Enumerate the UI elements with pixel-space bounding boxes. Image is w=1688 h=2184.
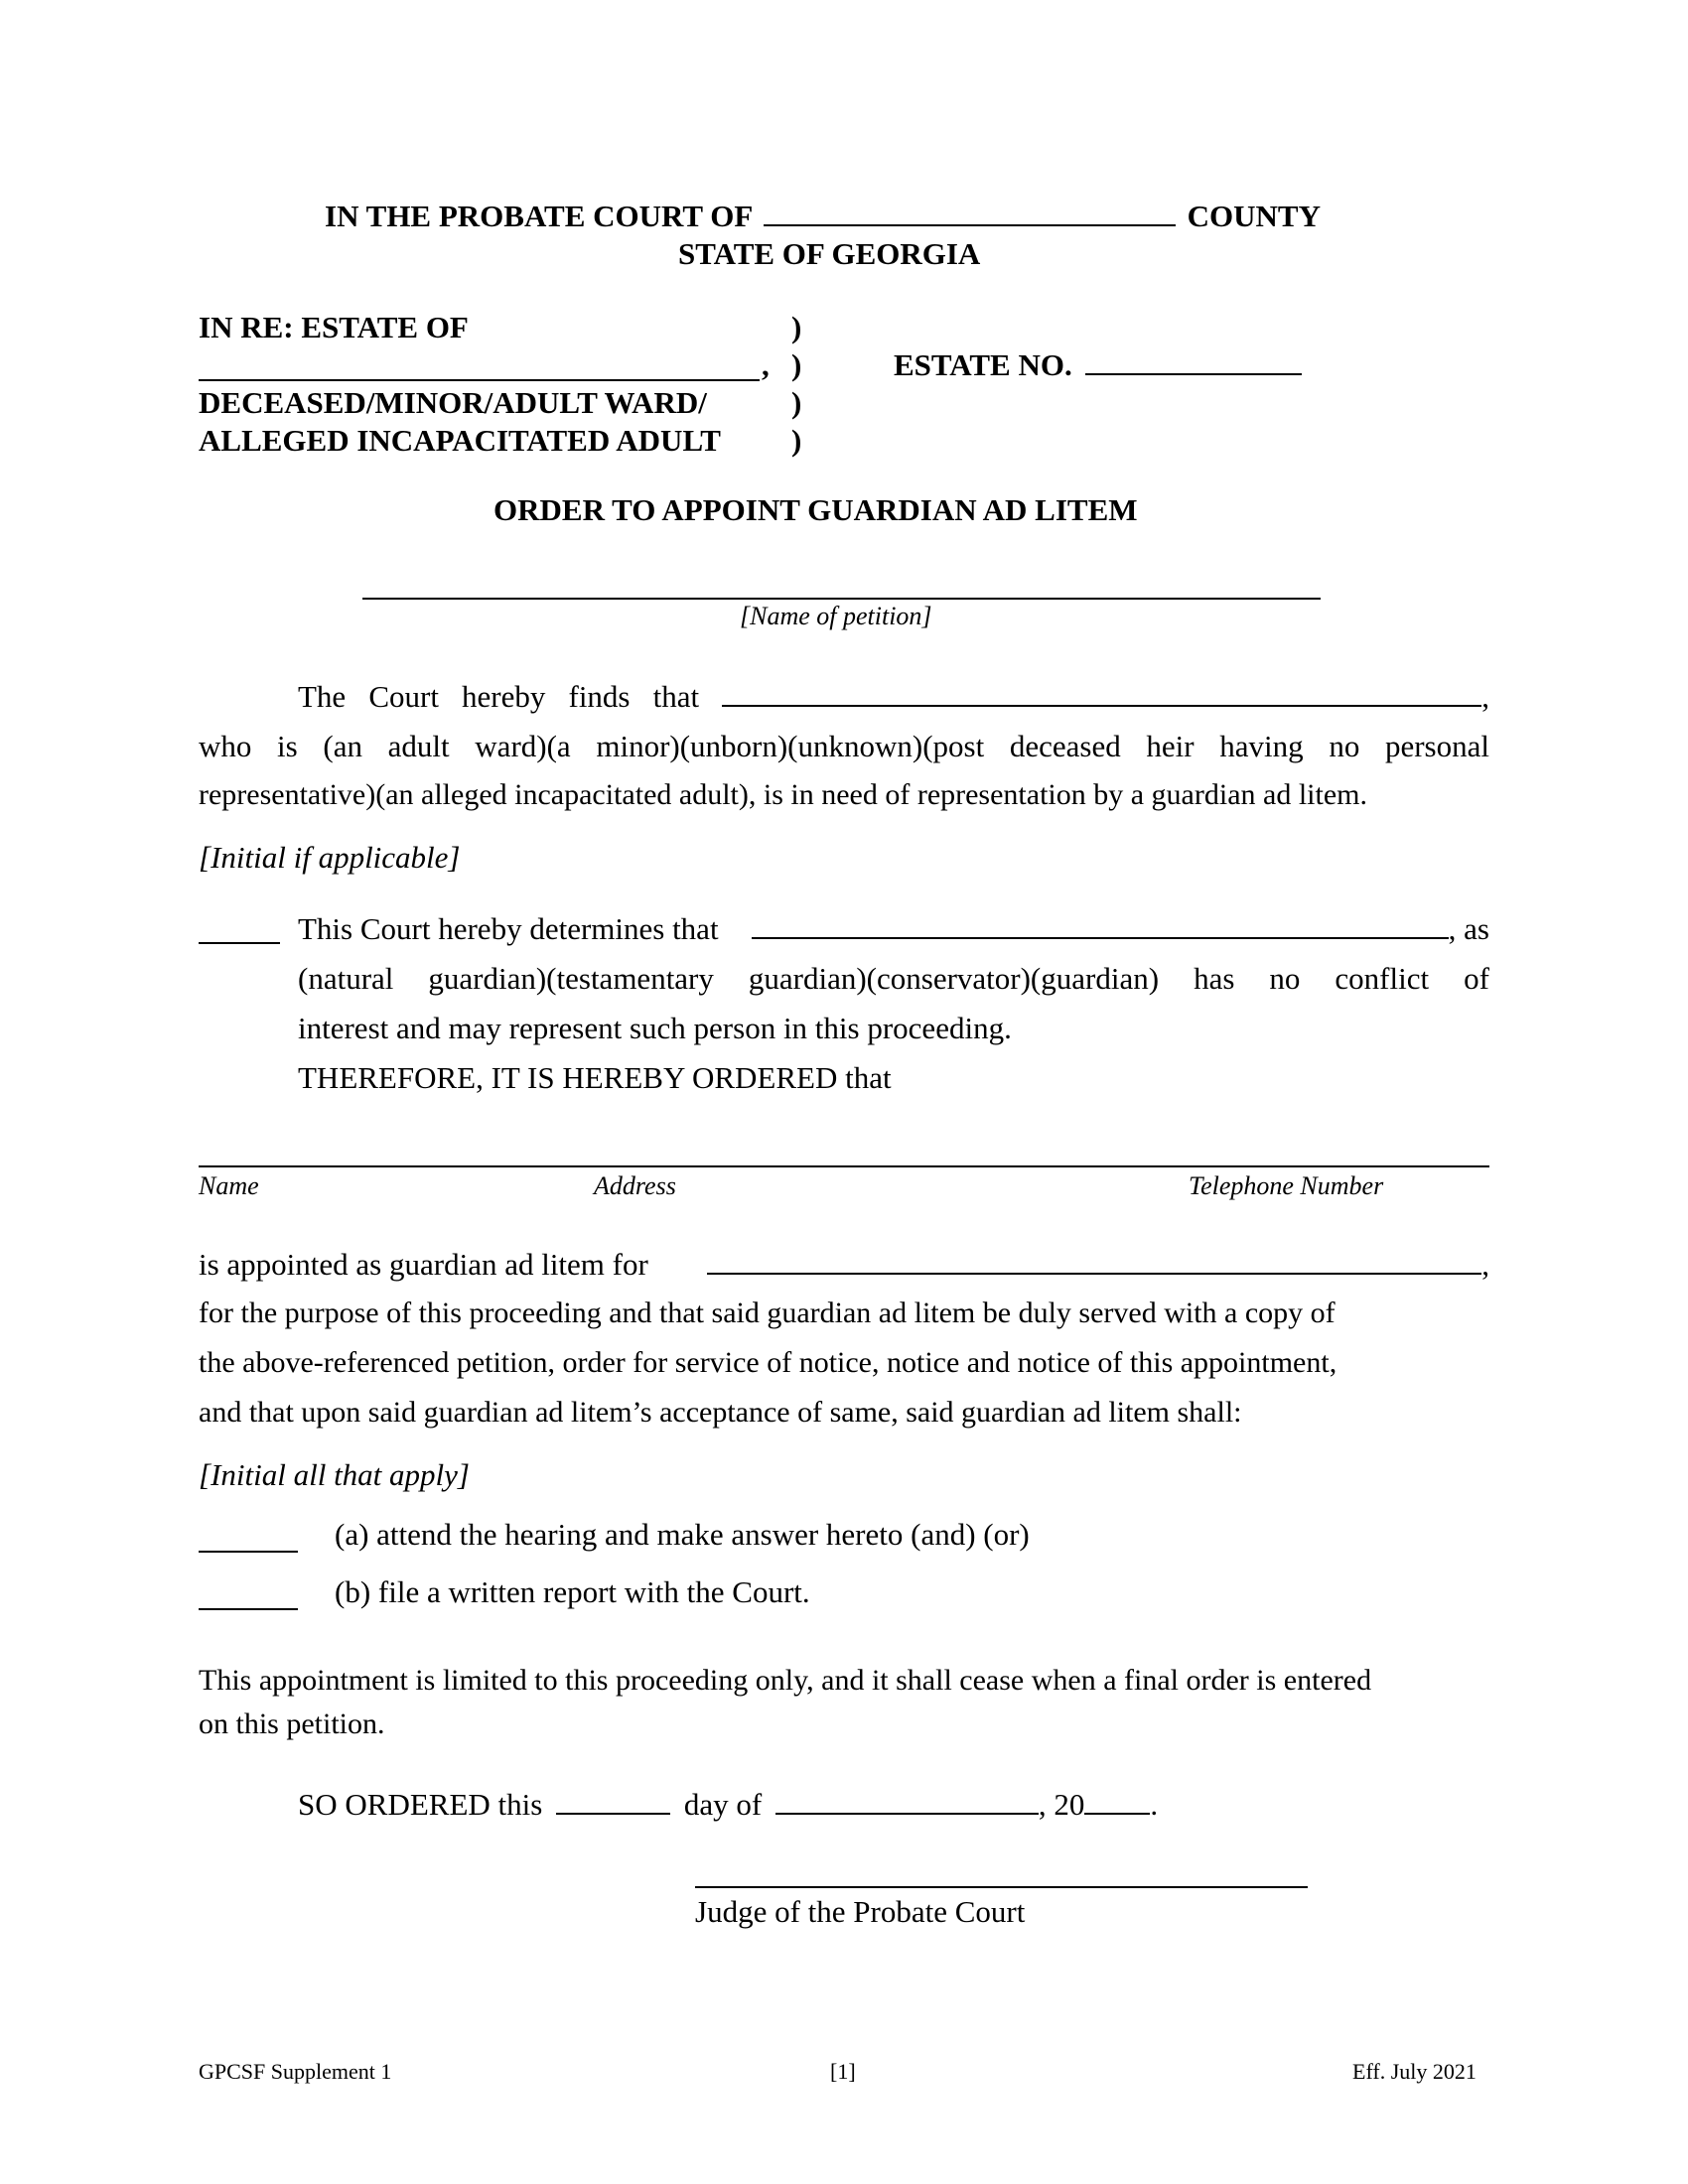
appointee-name-label: Name — [199, 1171, 259, 1200]
therefore-clause: THEREFORE, IT IS HEREBY ORDERED that — [298, 1060, 892, 1095]
estate-name-comma: , — [762, 347, 770, 382]
determination-person-blank[interactable] — [752, 911, 1449, 939]
ward-field — [707, 1247, 1489, 1283]
finding-line-3: representative)(an alleged incapacitated adult), is in need of representation by a guardian ad litem. — [199, 778, 1367, 811]
determination-word: no — [1269, 961, 1301, 996]
judge-signature-label: Judge of the Probate Court — [695, 1894, 1026, 1929]
footer-form-id: GPCSF Supplement 1 — [199, 2059, 392, 2084]
county-blank[interactable] — [764, 199, 1176, 226]
court-suffix: COUNTY — [1187, 199, 1321, 233]
appointment-lead: is appointed as guardian ad litem for — [199, 1247, 648, 1282]
option-a-initial-blank[interactable] — [199, 1551, 298, 1553]
finding-word: that — [652, 679, 700, 714]
finding-word: (an — [323, 729, 362, 763]
court-header — [325, 199, 1321, 234]
appointment-line-2: for the purpose of this proceeding and that said guardian ad litem be duly served with a copy of — [199, 1297, 1336, 1329]
in-re-label: IN RE: ESTATE OF — [199, 310, 469, 344]
appointment-line-3: the above-referenced petition, order for service of notice, notice and notice of this appointment, — [199, 1346, 1337, 1379]
finding-word: adult — [387, 729, 450, 763]
so-ordered-end: . — [1150, 1787, 1159, 1822]
finding-word: no — [1329, 729, 1360, 763]
caption-paren-3: ) — [791, 385, 802, 420]
finding-word: having — [1219, 729, 1304, 763]
month-blank[interactable] — [775, 1787, 1039, 1815]
petition-name-blank[interactable] — [362, 598, 1321, 600]
determination-initial-blank[interactable] — [199, 942, 280, 944]
option-a: (a) attend the hearing and make answer hereto (and) (or) — [335, 1517, 1030, 1552]
finding-word: The — [298, 679, 347, 714]
judge-signature-line[interactable] — [695, 1886, 1308, 1888]
year-blank[interactable] — [1084, 1787, 1150, 1815]
so-ordered-prefix: SO ORDERED this — [298, 1787, 543, 1822]
state-heading: STATE OF GEORGIA — [678, 236, 981, 271]
determination-word: guardian)(testamentary — [428, 961, 714, 996]
determination-word: conflict — [1335, 961, 1430, 996]
finding-person-blank[interactable] — [722, 679, 1481, 707]
limitation-line-2: on this petition. — [199, 1707, 385, 1740]
option-b: (b) file a written report with the Court. — [335, 1574, 810, 1609]
determination-line-1 — [298, 911, 1489, 947]
estate-no-field — [894, 347, 1302, 383]
finding-line-1 — [298, 679, 1489, 715]
appointee-address-label: Address — [594, 1171, 676, 1200]
appointee-phone-label: Telephone Number — [1189, 1171, 1384, 1200]
finding-word: who — [199, 729, 252, 763]
finding-word: finds — [568, 679, 631, 714]
finding-word: deceased — [1009, 729, 1121, 763]
determination-line-3: interest and may represent such person in this proceeding. — [298, 1011, 1012, 1045]
estate-name-blank[interactable] — [199, 379, 760, 381]
caption-paren-4: ) — [791, 423, 802, 458]
day-blank[interactable] — [556, 1787, 670, 1815]
so-ordered-line — [298, 1787, 1158, 1823]
initial-all-that-apply: [Initial all that apply] — [199, 1457, 470, 1492]
finding-word: Court — [368, 679, 439, 714]
year-prefix: , 20 — [1038, 1787, 1085, 1822]
appointment-line-4: and that upon said guardian ad litem’s acceptance of same, said guardian ad litem shall: — [199, 1396, 1242, 1429]
finding-person-field — [722, 679, 1489, 715]
determination-word: (natural — [298, 961, 394, 996]
finding-word: hereby — [462, 679, 546, 714]
option-b-initial-blank[interactable] — [199, 1608, 298, 1610]
caption-paren-1: ) — [791, 310, 802, 344]
determination-tail: , as — [1448, 911, 1489, 946]
caption-paren-2: ) — [791, 347, 802, 382]
day-of-label: day of — [683, 1787, 763, 1822]
footer-effective-date: Eff. July 2021 — [1352, 2059, 1477, 2084]
determination-word: has — [1194, 961, 1235, 996]
limitation-line-1: This appointment is limited to this proceeding only, and it shall cease when a final order is entered — [199, 1664, 1372, 1697]
finding-word: ward)(a — [475, 729, 571, 763]
appointment-comma: , — [1481, 1247, 1489, 1282]
finding-word: heir — [1146, 729, 1195, 763]
finding-word: personal — [1384, 729, 1489, 763]
court-prefix: IN THE PROBATE COURT OF — [325, 199, 753, 233]
determination-word: guardian)(conservator)(guardian) — [748, 961, 1160, 996]
appointment-line-1 — [199, 1247, 1489, 1283]
determination-person-field — [752, 911, 1489, 947]
appointee-blank[interactable] — [199, 1165, 1489, 1167]
initial-if-applicable: [Initial if applicable] — [199, 840, 461, 875]
role-line-1: DECEASED/MINOR/ADULT WARD/ — [199, 385, 707, 420]
document-title: ORDER TO APPOINT GUARDIAN AD LITEM — [493, 492, 1138, 527]
finding-comma: , — [1481, 679, 1489, 714]
determination-lead: This Court hereby determines that — [298, 911, 719, 946]
determination-line-2 — [298, 961, 1489, 997]
petition-caption: [Name of petition] — [740, 602, 932, 630]
determination-word: of — [1464, 961, 1489, 996]
finding-word: minor)(unborn)(unknown)(post — [596, 729, 985, 763]
ward-name-blank[interactable] — [707, 1247, 1481, 1275]
finding-line-2 — [199, 729, 1489, 764]
estate-no-blank[interactable] — [1085, 347, 1302, 375]
finding-word: is — [277, 729, 298, 763]
estate-no-label: ESTATE NO. — [894, 347, 1072, 382]
footer-page-number: [1] — [830, 2059, 856, 2084]
role-line-2: ALLEGED INCAPACITATED ADULT — [199, 423, 721, 458]
